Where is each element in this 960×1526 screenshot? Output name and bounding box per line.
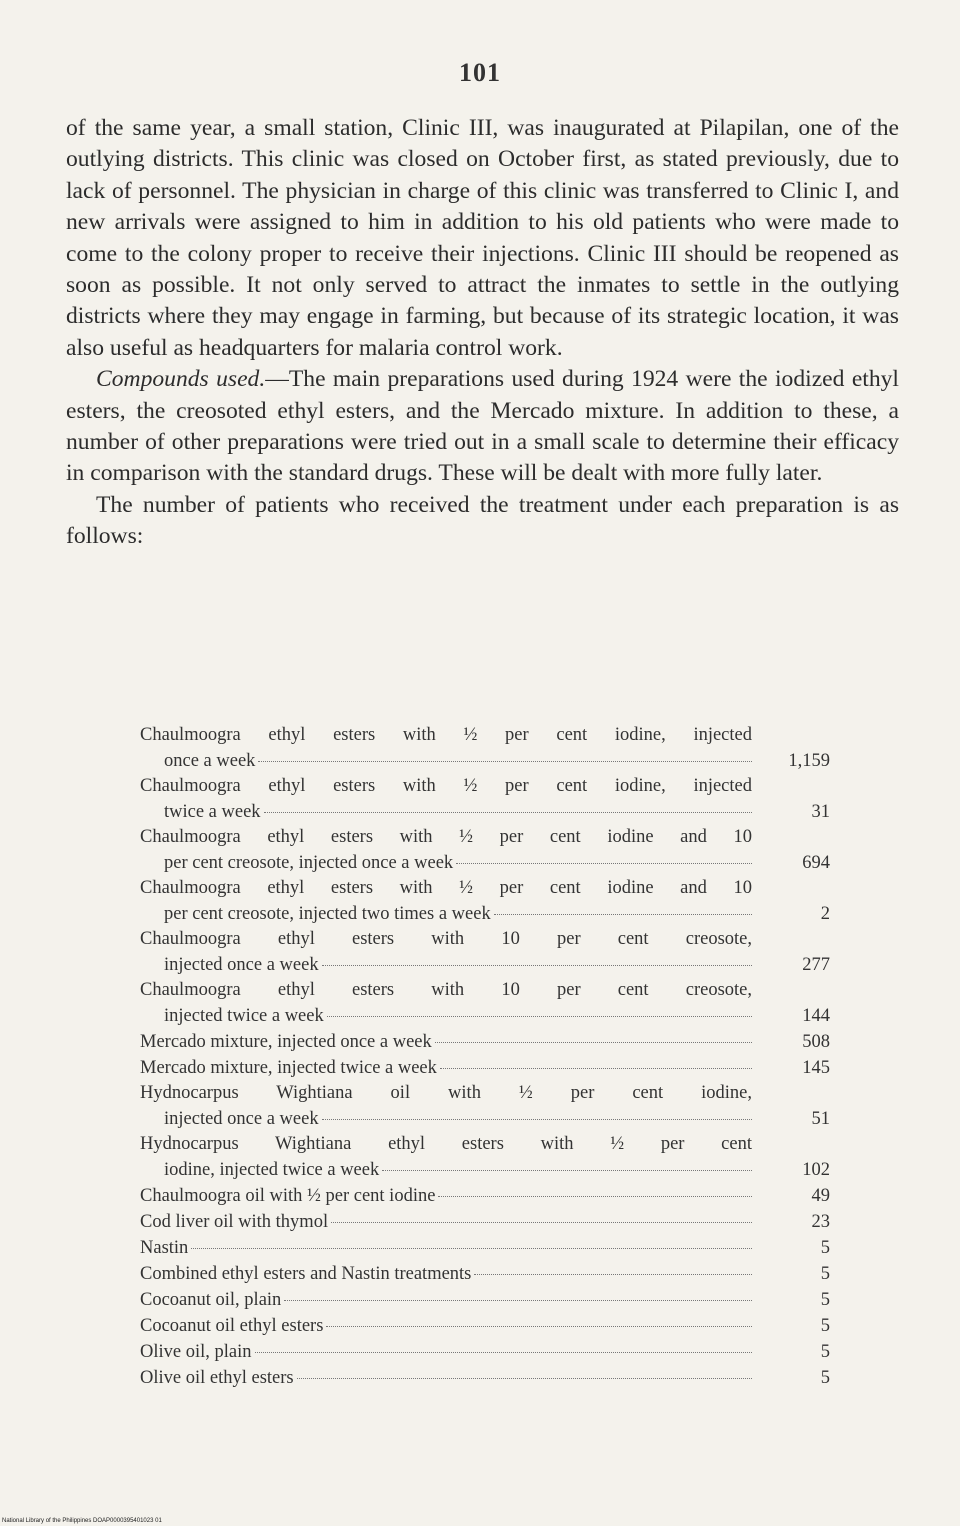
treatment-description-line1: Chaulmoogra ethyl esters with ½ per cent iodine, injected bbox=[140, 776, 752, 796]
treatment-table bbox=[140, 723, 830, 1391]
treatment-description-text: injected once a week bbox=[164, 955, 319, 975]
treatment-description bbox=[140, 876, 752, 927]
treatment-description-text: Combined ethyl esters and Nastin treatments bbox=[140, 1264, 472, 1284]
treatment-description-line2 bbox=[140, 1261, 752, 1287]
treatment-description-line2 bbox=[140, 1183, 752, 1209]
patient-count: 277 bbox=[802, 955, 830, 975]
dot-leader bbox=[382, 1170, 752, 1171]
treatment-description-line2 bbox=[140, 1106, 752, 1132]
treatment-description-line2 bbox=[140, 1313, 752, 1339]
treatment-description-text: Cocoanut oil ethyl esters bbox=[140, 1316, 324, 1336]
patient-count: 102 bbox=[802, 1160, 830, 1180]
dot-leader bbox=[438, 1196, 752, 1197]
patient-count: 5 bbox=[820, 1368, 830, 1388]
treatment-row bbox=[140, 1313, 830, 1339]
patient-count: 5 bbox=[820, 1238, 830, 1258]
treatment-description-text: injected once a week bbox=[164, 1109, 319, 1129]
treatment-row bbox=[140, 978, 830, 1029]
treatment-description-text: per cent creosote, injected once a week bbox=[164, 853, 454, 873]
treatment-description-line2 bbox=[140, 1003, 752, 1029]
treatment-row bbox=[140, 1287, 830, 1313]
treatment-description-line2 bbox=[140, 850, 752, 876]
treatment-description-text: injected twice a week bbox=[164, 1006, 324, 1026]
treatment-description-line2 bbox=[140, 1029, 752, 1055]
dot-leader bbox=[440, 1068, 752, 1069]
treatment-description bbox=[140, 927, 752, 978]
treatment-row bbox=[140, 1029, 830, 1055]
treatment-description-text: Cocoanut oil, plain bbox=[140, 1290, 282, 1310]
treatment-description-text: Chaulmoogra oil with ½ per cent iodine bbox=[140, 1186, 436, 1206]
treatment-description-line1: Chaulmoogra ethyl esters with 10 per cent creosote, bbox=[140, 929, 752, 949]
treatment-description-line1: Chaulmoogra ethyl esters with ½ per cent iodine and 10 bbox=[140, 827, 752, 847]
treatment-description bbox=[140, 1235, 752, 1261]
treatment-row bbox=[140, 825, 830, 876]
treatment-row bbox=[140, 1081, 830, 1132]
treatment-description-line2 bbox=[140, 748, 752, 774]
dot-leader bbox=[474, 1274, 752, 1275]
patient-count: 5 bbox=[820, 1342, 830, 1362]
dot-leader bbox=[494, 914, 752, 915]
body-text bbox=[66, 113, 899, 553]
dot-leader bbox=[331, 1222, 752, 1223]
treatment-description bbox=[140, 774, 752, 825]
dot-leader bbox=[326, 1326, 752, 1327]
patient-count: 23 bbox=[811, 1212, 830, 1232]
dot-leader bbox=[255, 1352, 753, 1353]
dot-leader bbox=[327, 1016, 752, 1017]
treatment-row bbox=[140, 1365, 830, 1391]
patient-count: 144 bbox=[802, 1006, 830, 1026]
treatment-description-line2 bbox=[140, 1235, 752, 1261]
treatment-description-line2 bbox=[140, 901, 752, 927]
dot-leader bbox=[297, 1378, 752, 1379]
treatment-row bbox=[140, 927, 830, 978]
treatment-description-line1: Hydnocarpus Wightiana ethyl esters with ½ per cent bbox=[140, 1134, 752, 1154]
dot-leader bbox=[435, 1042, 752, 1043]
treatment-description-line2 bbox=[140, 799, 752, 825]
patient-count: 508 bbox=[802, 1032, 830, 1052]
patient-count: 1,159 bbox=[788, 751, 830, 771]
treatment-description bbox=[140, 1132, 752, 1183]
dot-leader bbox=[264, 812, 752, 813]
treatment-description-text: Olive oil ethyl esters bbox=[140, 1368, 294, 1388]
dot-leader bbox=[258, 761, 752, 762]
paragraph-patients: The number of patients who received the treatment under each preparation is as follows: bbox=[66, 491, 899, 550]
patient-count: 51 bbox=[811, 1109, 830, 1129]
treatment-row bbox=[140, 876, 830, 927]
patient-count: 145 bbox=[802, 1058, 830, 1078]
treatment-description-text: per cent creosote, injected two times a week bbox=[164, 904, 491, 924]
patient-count: 5 bbox=[820, 1316, 830, 1336]
treatment-row bbox=[140, 1055, 830, 1081]
treatment-row bbox=[140, 1261, 830, 1287]
treatment-description-text: twice a week bbox=[164, 802, 261, 822]
treatment-description bbox=[140, 1313, 752, 1339]
treatment-description-line2 bbox=[140, 1287, 752, 1313]
library-footer: National Library of the Philippines DOAP0000395401023 01 bbox=[2, 1518, 162, 1524]
treatment-description-line2 bbox=[140, 1339, 752, 1365]
patient-count: 49 bbox=[811, 1186, 830, 1206]
treatment-description bbox=[140, 1261, 752, 1287]
paragraph-compounds-used bbox=[66, 364, 899, 490]
dot-leader bbox=[322, 1119, 752, 1120]
patient-count: 694 bbox=[802, 853, 830, 873]
treatment-description-line1: Chaulmoogra ethyl esters with 10 per cent creosote, bbox=[140, 980, 752, 1000]
treatment-description bbox=[140, 1339, 752, 1365]
dot-leader bbox=[284, 1300, 752, 1301]
dot-leader bbox=[191, 1248, 752, 1249]
treatment-row bbox=[140, 1132, 830, 1183]
treatment-description-line2 bbox=[140, 1157, 752, 1183]
treatment-description-line1: Chaulmoogra ethyl esters with ½ per cent iodine and 10 bbox=[140, 878, 752, 898]
compounds-heading: Compounds used. bbox=[96, 366, 266, 393]
treatment-row bbox=[140, 1209, 830, 1235]
treatment-description-line1: Hydnocarpus Wightiana oil with ½ per cent iodine, bbox=[140, 1083, 752, 1103]
page-number: 101 bbox=[459, 58, 501, 87]
treatment-description bbox=[140, 1365, 752, 1391]
treatment-description-text: iodine, injected twice a week bbox=[164, 1160, 380, 1180]
treatment-row bbox=[140, 1183, 830, 1209]
dot-leader bbox=[322, 965, 752, 966]
treatment-description-line1: Chaulmoogra ethyl esters with ½ per cent iodine, injected bbox=[140, 725, 752, 745]
treatment-description bbox=[140, 1183, 752, 1209]
treatment-description-text: Mercado mixture, injected twice a week bbox=[140, 1058, 437, 1078]
compounds-text: —The main preparations used during 1924 were the iodized ethyl esters, the creosoted ethyl esters, and the Mercado mixture. In addition to these, a number of other preparations were tried out in a small scale to determine their efficacy in comparison with the standard drugs. These will be dealt with more fully later. bbox=[66, 366, 899, 487]
treatment-description-line2 bbox=[140, 1209, 752, 1235]
paragraph-clinic-iii: of the same year, a small station, Clinic III, was inaugurated at Pilapilan, one of the outlying districts. This clinic was closed on October first, as stated previously, due to lack of personnel. The physician in charge of this clinic was transferred to Clinic I, and new arrivals were assigned to him in addition to his old patients who were made to come to the colony proper to receive their injections. Clinic III should be reopened as soon as possible. It not only served to attract the inmates to settle in the outlying districts where they may engage in farming, but because of its strategic location, it was also useful as headquarters for malaria control work. bbox=[66, 115, 899, 361]
treatment-description bbox=[140, 978, 752, 1029]
treatment-description bbox=[140, 1055, 752, 1081]
treatment-description bbox=[140, 723, 752, 774]
treatment-description-text: once a week bbox=[164, 751, 256, 771]
treatment-row bbox=[140, 774, 830, 825]
treatment-description-text: Mercado mixture, injected once a week bbox=[140, 1032, 432, 1052]
treatment-row bbox=[140, 723, 830, 774]
treatment-description-line2 bbox=[140, 952, 752, 978]
treatment-row bbox=[140, 1339, 830, 1365]
patient-count: 5 bbox=[820, 1264, 830, 1284]
treatment-description bbox=[140, 1209, 752, 1235]
treatment-description bbox=[140, 1081, 752, 1132]
treatment-description-line2 bbox=[140, 1055, 752, 1081]
treatment-description-text: Nastin bbox=[140, 1238, 189, 1258]
treatment-description bbox=[140, 1029, 752, 1055]
patient-count: 5 bbox=[820, 1290, 830, 1310]
treatment-description-text: Cod liver oil with thymol bbox=[140, 1212, 329, 1232]
treatment-description bbox=[140, 825, 752, 876]
dot-leader bbox=[456, 863, 752, 864]
treatment-row bbox=[140, 1235, 830, 1261]
treatment-description-line2 bbox=[140, 1365, 752, 1391]
patient-count: 31 bbox=[811, 802, 830, 822]
patient-count: 2 bbox=[820, 904, 830, 924]
treatment-description bbox=[140, 1287, 752, 1313]
treatment-description-text: Olive oil, plain bbox=[140, 1342, 252, 1362]
